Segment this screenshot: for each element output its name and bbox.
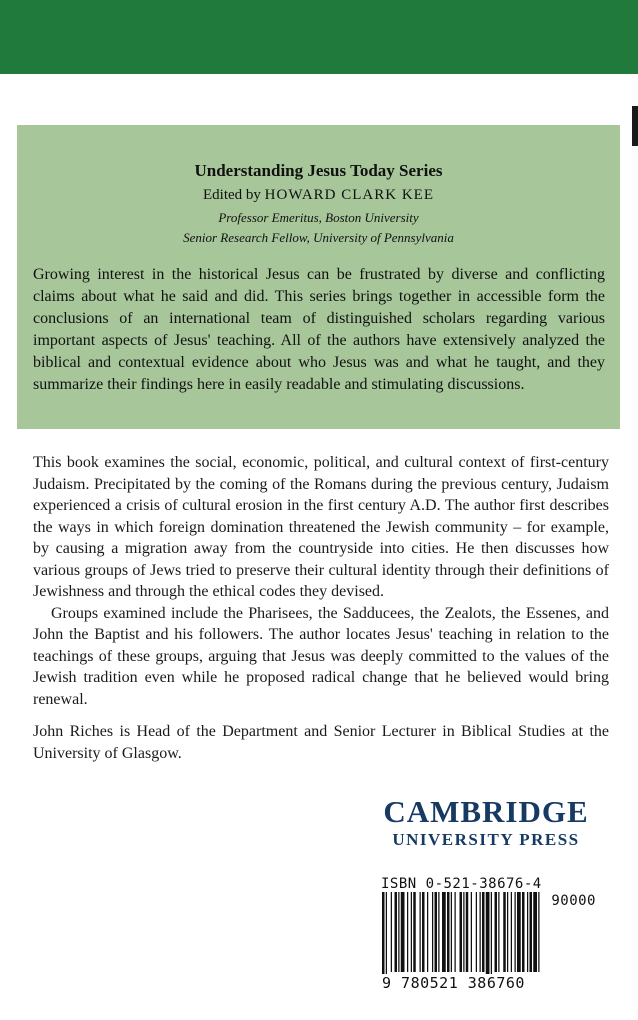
barcode-bar [420,892,421,972]
author-bio: John Riches is Head of the Department and Senior Lecturer in Biblical Studies at the University of Glasgow. [33,723,609,762]
barcode-bar [463,892,464,972]
barcode-bar [407,892,408,972]
series-title: Understanding Jesus Today Series [194,161,443,180]
barcode-bar [482,892,485,972]
description-paragraph-2: Groups examined include the Pharisees, the Sadducees, the Zealots, the Essenes, and John the Baptist and his followers. The author locates Jesus' teaching in relation to the teachings of these groups, arguing that Jesus was deeply committed to the values of the Jewish tradition even while he proposed radical change that he believed would bring renewal. [33,604,609,708]
barcode-bar [427,892,428,972]
barcode-bar [507,892,508,972]
barcode-bar [442,892,446,972]
publisher-logo [376,795,596,851]
barcode-bar [533,892,537,972]
barcode-bar [522,892,525,972]
barcode-bar [411,892,412,972]
isbn-number: ISBN 0-521-38676-4 [381,876,542,892]
price-code: 90000 [551,893,596,909]
spine-edge-mark [632,106,638,146]
barcode-bar [438,892,439,972]
barcode-bar [455,892,456,972]
barcode-bar [451,892,452,972]
series-info-box [17,125,620,429]
barcode-bar [386,892,387,980]
barcode-bar [527,892,528,972]
series-description: Growing interest in the historical Jesus can be frustrated by diverse and conflicting claims about what he said and did. This series brings together in accessible form the conclusions of an international team of distinguished scholars regarding various important aspects of Jesus' teaching. All of the authors have extensively analyzed the biblical and contextual evidence about who Jesus was and what he taught, and they summarize their findings here in easily readable and stimulating discussions. [33,266,605,393]
description-paragraph-1: This book examines the social, economic, political, and cultural context of first-century Judaism. Precipitated by the coming of the Romans during the previous century, Judaism experienced a crisis of cultural erosion in the first century A.D. The author first describes the ways in which foreign domination threatened the Jewish community – for example, by causing a migration away from the countryside into cities. He then discusses how various groups of Jews tried to preserve their cultural identity through their definitions of Jewishness and through the ethical codes they devised. [33,454,609,600]
barcode-bar [503,892,506,972]
barcode-bar [435,892,438,972]
barcode-bar [391,892,392,972]
barcode-bar [466,892,469,972]
barcode-bar [486,892,490,980]
book-description [33,452,609,710]
barcode-bar [538,892,539,972]
barcode-bar [517,892,521,972]
barcode-bar [432,892,433,972]
barcode-bar [413,892,416,972]
publisher-subtitle: UNIVERSITY PRESS [392,830,580,849]
cover-top-band [0,0,638,74]
barcode-bar [422,892,425,972]
editor-affiliation-1: Professor Emeritus, Boston University [218,210,419,225]
barcode-bar [495,892,498,972]
barcode-bar [398,892,399,972]
publisher-name: CAMBRIDGE [383,794,589,829]
barcode-bar [511,892,512,972]
barcode-bar [395,892,398,972]
barcode-bar [480,892,481,972]
barcode-bar [471,892,472,972]
ean-digits: 9 780521 386760 [382,974,525,992]
barcode-bar [460,892,463,972]
barcode-block [378,876,600,996]
series-editor-line [17,187,620,204]
barcode-bar [530,892,533,972]
barcode-bar [515,892,516,972]
edited-by-label: Edited by [203,187,261,203]
editor-name: HOWARD CLARK KEE [264,187,434,203]
editor-affiliation-2: Senior Research Fellow, University of Pennsylvania [183,230,454,245]
barcode-bar [476,892,477,972]
barcode-bar [401,892,405,972]
barcode-bar [498,892,499,972]
barcode-bar [447,892,450,972]
barcode-bar [382,892,385,980]
barcode-bar [491,892,492,980]
